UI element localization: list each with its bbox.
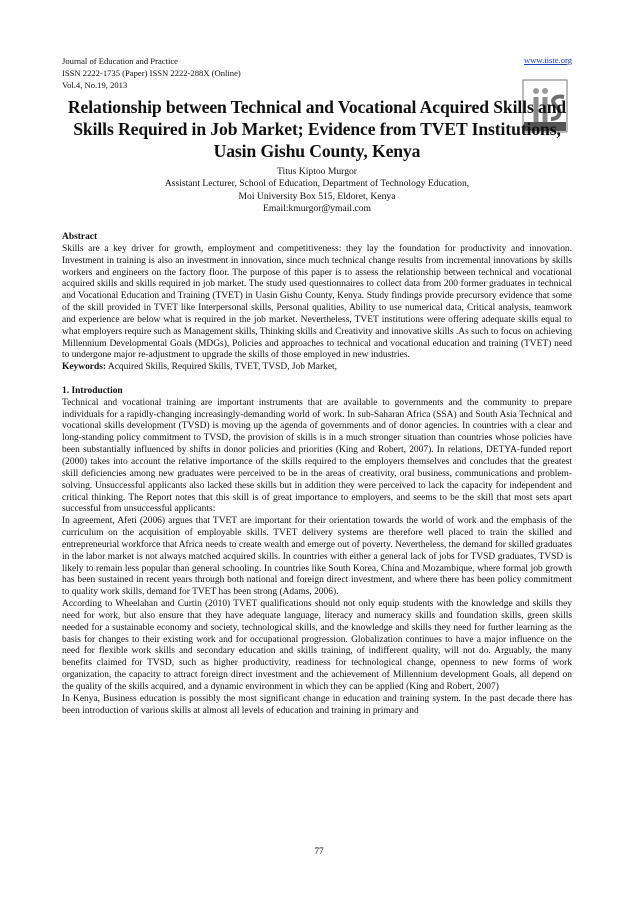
page-number: 77 — [314, 847, 324, 857]
author-affiliation: Assistant Lecturer, School of Education, Department of Technology Education, — [164, 178, 470, 190]
author-email: Email:kmurgor@ymail.com — [262, 203, 372, 215]
paper-title: Relationship between Technical and Vocational Acquired Skills and Skills Required in Job Market; Evidence from TVET Institutions, Uasin Gishu County, Kenya — [67, 97, 567, 161]
author-block — [62, 166, 572, 216]
paper-body — [62, 232, 572, 718]
introduction-paragraph: In Kenya, Business education is possibly the most significant change in education and training system. In the past decade there has been introduction of various skills at almost all levels of education and training in primary and — [62, 693, 572, 716]
author-address: Moi University Box 515, Eldoret, Kenya — [238, 190, 396, 202]
volume-line: Vol.4, No.19, 2013 — [62, 80, 128, 90]
journal-name: Journal of Education and Practice — [62, 56, 178, 66]
author-name: Titus Kiptoo Murgor — [277, 166, 357, 177]
introduction-paragraph: According to Wheelahan and Curtin (2010) TVET qualifications should not only equip students with the knowledge and skills they need for work, but also ensure that they have adequate language, literacy and numeracy skills and foundation skills, green skills needed for a sustainable economy and society, technological skills, and the knowledge and skills they need for further learning as the basis for changes to their existing work and for occupational progression. Globalization continues to have a major influence on the need for flexible work skills and secondary education and skills training, of indifferent quality, will not do. Arguably, the many benefits claimed for TVSD, such as higher productivity, readiness for technological change, openness to new forms of work organization, the capacity to attract foreign direct investment and the achievement of Millennium development Goals, all depend on the quality of the skills acquired, and a dynamic environment in which they can be applied (King and Robert, 2007) — [62, 599, 572, 693]
journal-website-link[interactable]: www.iiste.org — [524, 55, 572, 65]
introduction-heading: 1. Introduction — [62, 385, 123, 396]
abstract-heading: Abstract — [62, 232, 98, 242]
introduction-paragraph: Technical and vocational training are important instruments that are available to governments and the community to prepare individuals for a rapidly-changing increasingly-demanding world of work. In sub-Saharan Africa (SSA) and South Asia Technical and vocational skills development (TVSD) is moving up the agenda of governments and of donor agencies. In countries with a clear and long-standing policy commitment to TVSD, the provision of skills is in a much stronger situation than countries whose policies have been substantially influenced by shifts in donor policies and priorities (King and Robert, 2007). In relations, DETYA-funded report (2000) takes into account the relative importance of the skills required to the employers themselves and concludes that the greatest skill deficiencies among new graduates were perceived to be in the areas of creativity, oral business, communications and problem-solving. Unsuccessful applicants also lacked these skills but in addition they were perceived to lack the capacity for independent and critical thinking. The Report notes that this skill is of great importance to employers, and seems to be the skill that most sets apart successful from unsuccessful applicants: — [62, 397, 572, 515]
keywords-text: Acquired Skills, Required Skills, TVET, TVSD, Job Market, — [106, 362, 337, 373]
keywords-label: Keywords: — [62, 362, 107, 373]
keywords-line — [62, 362, 572, 374]
abstract-text: Skills are a key driver for growth, employment and competitiveness: they lay the foundation for productivity and innovation. Investment in training is also an investment in innovation, since much technical change results from incremental innovations by skills workers and engineers on the factory floor. The purpose of this paper is to assess the relationship between technical and vocational acquired skills and skills required in job market. The study used questionnaires to collect data from 200 former graduates in technical and Vocational Education and Training (TVET) in Uasin Gishu County, Kenya. Study findings provide precursory evidence that some of the skill provided in TVET like Interpersonal skills, Personal qualities, Ability to use numerical data, Critical analysis, teamwork and experience are below what is required in the job market. Nevertheless, TVET institutions were offering adequate skills equal to what employers require such as Management skills, Thinking skills and Creativity and innovative skills .As such to focus on achieving Millennium Developmental Goals (MDGs), Policies and approaches to technical and vocational education and training (TVET) need to undergone major re-adjustment to upgrade the skills of those employed in new industries. — [62, 243, 572, 361]
introduction-paragraph: In agreement, Afeti (2006) argues that TVET are important for their orientation towards the world of work and the emphasis of the curriculum on the acquisition of employable skills. TVET delivery systems are therefore well placed to train the skilled and entrepreneurial workforce that Africa needs to create wealth and emerge out of poverty. Nevertheless, the demand for skilled graduates in the labor market is not always matched acquired skills. In countries with either a general lack of jobs for TVSD graduates, TVSD is likely to remain less popular than general schooling. In countries like South Korea, China and Mozambique, where formal job growth has been sustained in recent years through both national and foreign direct investment, and where there has been policy commitment to quality work skills, demand for TVET has been strong (Adams, 2006). — [62, 516, 572, 598]
issn-line: ISSN 2222-1735 (Paper) ISSN 2222-288X (Online) — [62, 68, 241, 78]
